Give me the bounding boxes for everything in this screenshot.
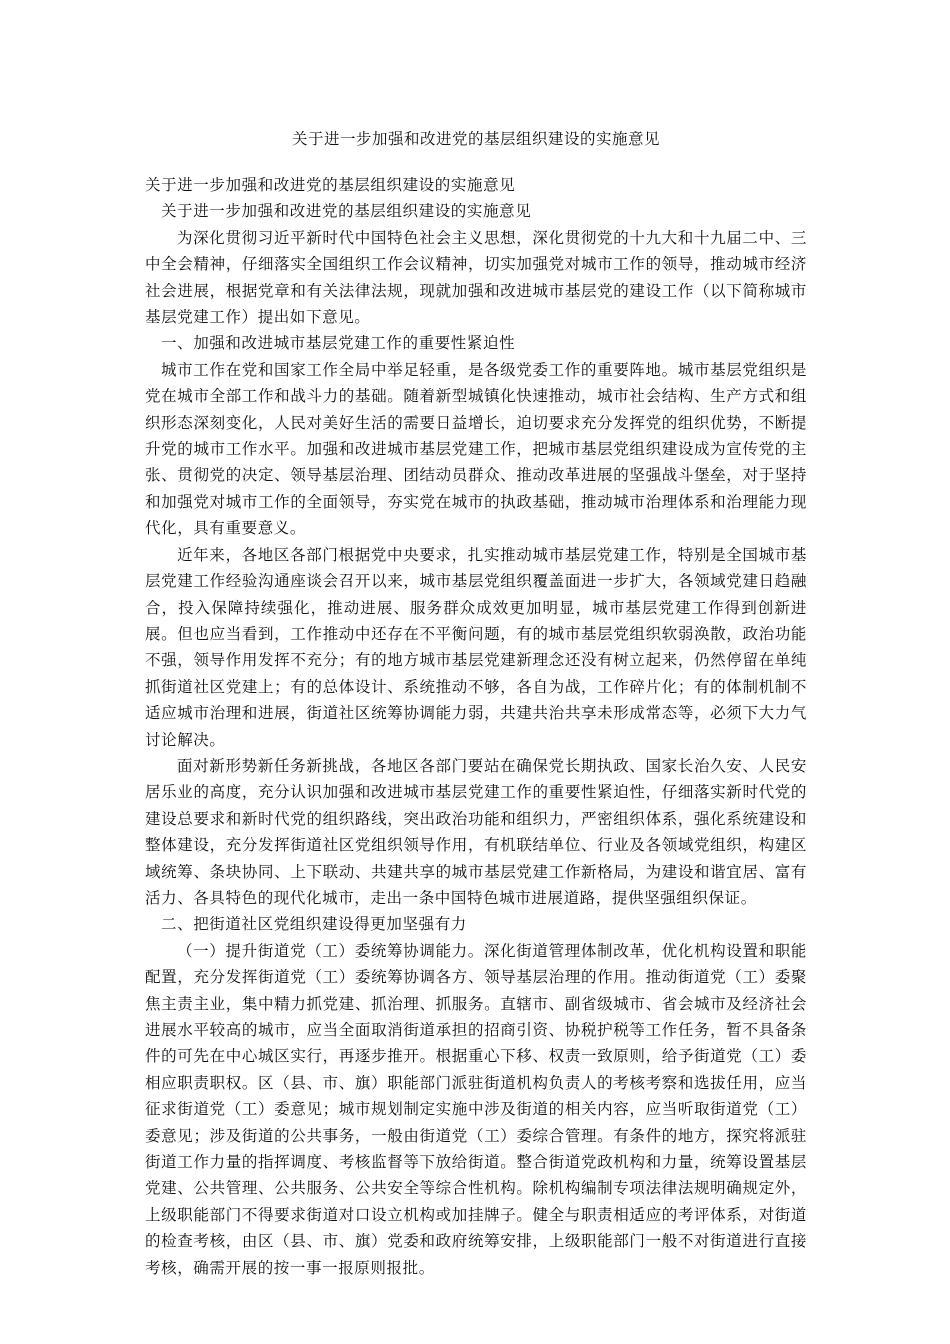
heading-repeat-2: 关于进一步加强和改进党的基层组织建设的实施意见 xyxy=(161,202,532,221)
section-1-paragraph-3: 面对新形势新任务新挑战，各地区各部门要站在确保党长期执政、国家长治久安、人民安居乐业的高度，充分认识加强和改进城市基层党建工作的重要性紧迫性，仔细落实新时代党的建设总要求和新时代党的组织路线，突出政治功能和组织力，严密组织体系，强化系统建设和整体建设，充分发挥街道社区党组织领导作用，有机联结单位、行业及各领域党组织，构建区域统筹、条块协同、上下联动、共建共享的城市基层党建工作新格局，为建设和谐宜居、富有活力、各具特色的现代化城市，走出一条中国特色城市进展道路，提供坚强组织保证。 xyxy=(145,756,807,907)
heading-repeat-1: 关于进一步加强和改进党的基层组织建设的实施意见 xyxy=(145,176,516,194)
intro-paragraph: 为深化贯彻习近平新时代中国特色社会主义思想，深化贯彻党的十九大和十九届二中、三中全会精神，仔细落实全国组织工作会议精神，切实加强党对城市工作的领导，推动城市经济社会进展，根据党章和有关法律法规，现就加强和改进城市基层党的建设工作（以下简称城市基层党建工作）提出如下意见。 xyxy=(145,228,807,327)
section-1-paragraph-1: 城市工作在党和国家工作全局中举足轻重，是各级党委工作的重要阵地。城市基层党组织是党在城市全部工作和战斗力的基础。随着新型城镇化快速推动，城市社会结构、生产方式和组织形态深刻变化，人民对美好生活的需要日益增长，迫切要求充分发挥党的组织优势，不断提升党的城市工作水平。加强和改进城市基层党建工作，把城市基层党组织建设成为宣传党的主张、贯彻党的决定、领导基层治理、团结动员群众、推动改革进展的坚强战斗堡垒，对于坚持和加强党对城市工作的全面领导，夯实党在城市的执政基础，推动城市治理体系和治理能力现代化，具有重要意义。 xyxy=(145,360,807,538)
section-1-heading: 一、加强和改进城市基层党建工作的重要性紧迫性 xyxy=(161,334,516,353)
section-2-paragraph-1: （一）提升街道党（工）委统筹协调能力。深化街道管理体制改革，优化机构设置和职能配置，充分发挥街道党（工）委统筹协调各方、领导基层治理的作用。推动街道党（工）委聚焦主责主业，集中精力抓党建、抓治理、抓服务。直辖市、副省级城市、省会城市及经济社会进展水平较高的城市，应当全面取消街道承担的招商引资、协税护税等工作任务，暂不具备条件的可先在中心城区实行，再逐步推开。根据重心下移、权责一致原则，给予街道党（工）委相应职责职权。区（县、市、旗）职能部门派驻街道机构负责人的考核考察和选拔任用，应当征求街道党（工）委意见；城市规划制定实施中涉及街道的相关内容，应当听取街道党（工）委意见；涉及街道的公共事务，一般由街道党（工）委综合管理。有条件的地方，探究将派驻街道工作力量的指挥调度、考核监督等下放给街道。整合街道党政机构和力量，统筹设置基层党建、公共管理、公共服务、公共安全等综合性机构。除机构编制专项法律法规明确规定外，上级职能部门不得要求街道对口设立机构或加挂牌子。健全与职责相适应的考评体系，对街道的检查考核，由区（县、市、旗）党委和政府统筹安排，上级职能部门一般不对街道进行直接考核，确需开展的按一事一报原则报批。 xyxy=(145,941,807,1277)
document-body xyxy=(145,172,807,1281)
section-2-heading: 二、把街道社区党组织建设得更加坚强有力 xyxy=(161,915,467,934)
document-title: 关于进一步加强和改进党的基层组织建设的实施意见 xyxy=(291,130,660,148)
section-1-paragraph-2: 近年来，各地区各部门根据党中央要求，扎实推动城市基层党建工作，特别是全国城市基层党建工作经验沟通座谈会召开以来，城市基层党组织覆盖面进一步扩大，各领域党建日趋融合，投入保障持续强化，推动进展、服务群众成效更加明显，城市基层党建工作得到创新进展。但也应当看到，工作推动中还存在不平衡问题，有的城市基层党组织软弱涣散，政治功能不强，领导作用发挥不充分；有的地方城市基层党建新理念还没有树立起来，仍然停留在单纯抓街道社区党建上；有的总体设计、系统推动不够，各自为战，工作碎片化；有的体制机制不适应城市治理和进展，街道社区统筹协调能力弱，共建共治共享未形成常态等，必须下大力气讨论解决。 xyxy=(145,545,807,749)
